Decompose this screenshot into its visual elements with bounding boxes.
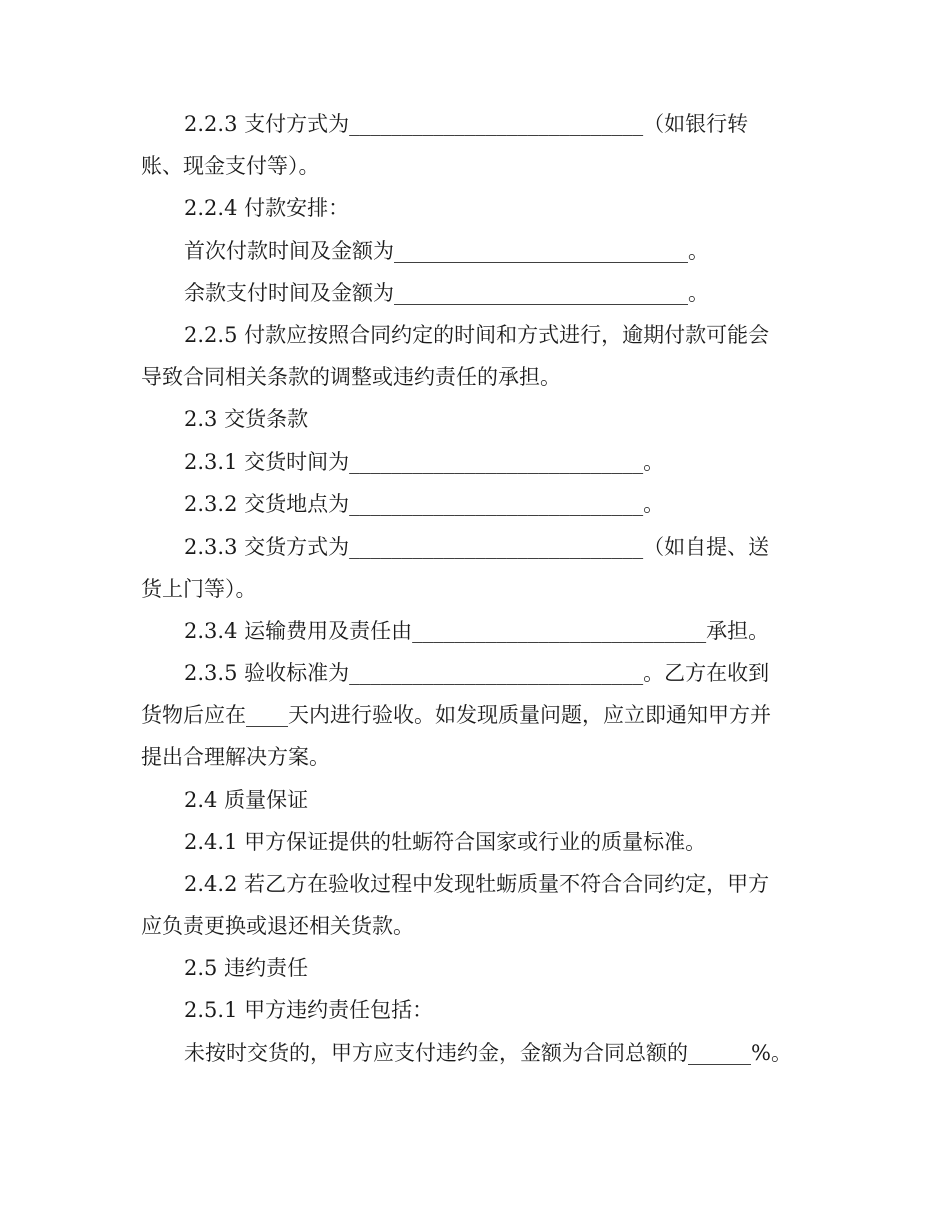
section-heading: 2.5 违约责任	[184, 956, 309, 980]
text-line: 余款支付时间及金额为____________________________。	[184, 281, 709, 305]
text-line: 2.2.3 支付方式为____________________________（如银行转	[184, 112, 749, 136]
section-heading: 2.3 交货条款	[184, 407, 309, 431]
text-line: 2.2.5 付款应按照合同约定的时间和方式进行，逾期付款可能会	[184, 323, 770, 347]
text-line: 2.3.3 交货方式为____________________________（如自提、送	[184, 535, 770, 559]
text-line: 货上门等）。	[141, 577, 257, 601]
text-line: 2.2.4 付款安排：	[184, 196, 350, 220]
text-line: 2.3.4 运输费用及责任由____________________________承担。	[184, 619, 770, 643]
text-line: 应负责更换或退还相关货款。	[141, 914, 414, 938]
text-line: 账、现金支付等）。	[141, 154, 320, 178]
section-heading: 2.4 质量保证	[184, 788, 309, 812]
text-line: 2.3.1 交货时间为____________________________。	[184, 450, 665, 474]
text-line: 2.3.5 验收标准为____________________________。乙方在收到	[184, 661, 770, 685]
text-line: 2.4.2 若乙方在验收过程中发现牡蛎质量不符合合同约定，甲方	[184, 872, 770, 896]
text-line: 首次付款时间及金额为____________________________。	[184, 239, 709, 263]
text-line: 未按时交货的，甲方应支付违约金，金额为合同总额的______%。	[184, 1041, 792, 1065]
text-line: 提出合理解决方案。	[141, 745, 330, 769]
text-line: 货物后应在____天内进行验收。如发现质量问题，应立即通知甲方并	[141, 703, 771, 727]
text-line: 2.4.1 甲方保证提供的牡蛎符合国家或行业的质量标准。	[184, 830, 707, 854]
text-line: 导致合同相关条款的调整或违约责任的承担。	[141, 365, 561, 389]
text-line: 2.5.1 甲方违约责任包括：	[184, 998, 434, 1022]
text-line: 2.3.2 交货地点为____________________________。	[184, 492, 665, 516]
